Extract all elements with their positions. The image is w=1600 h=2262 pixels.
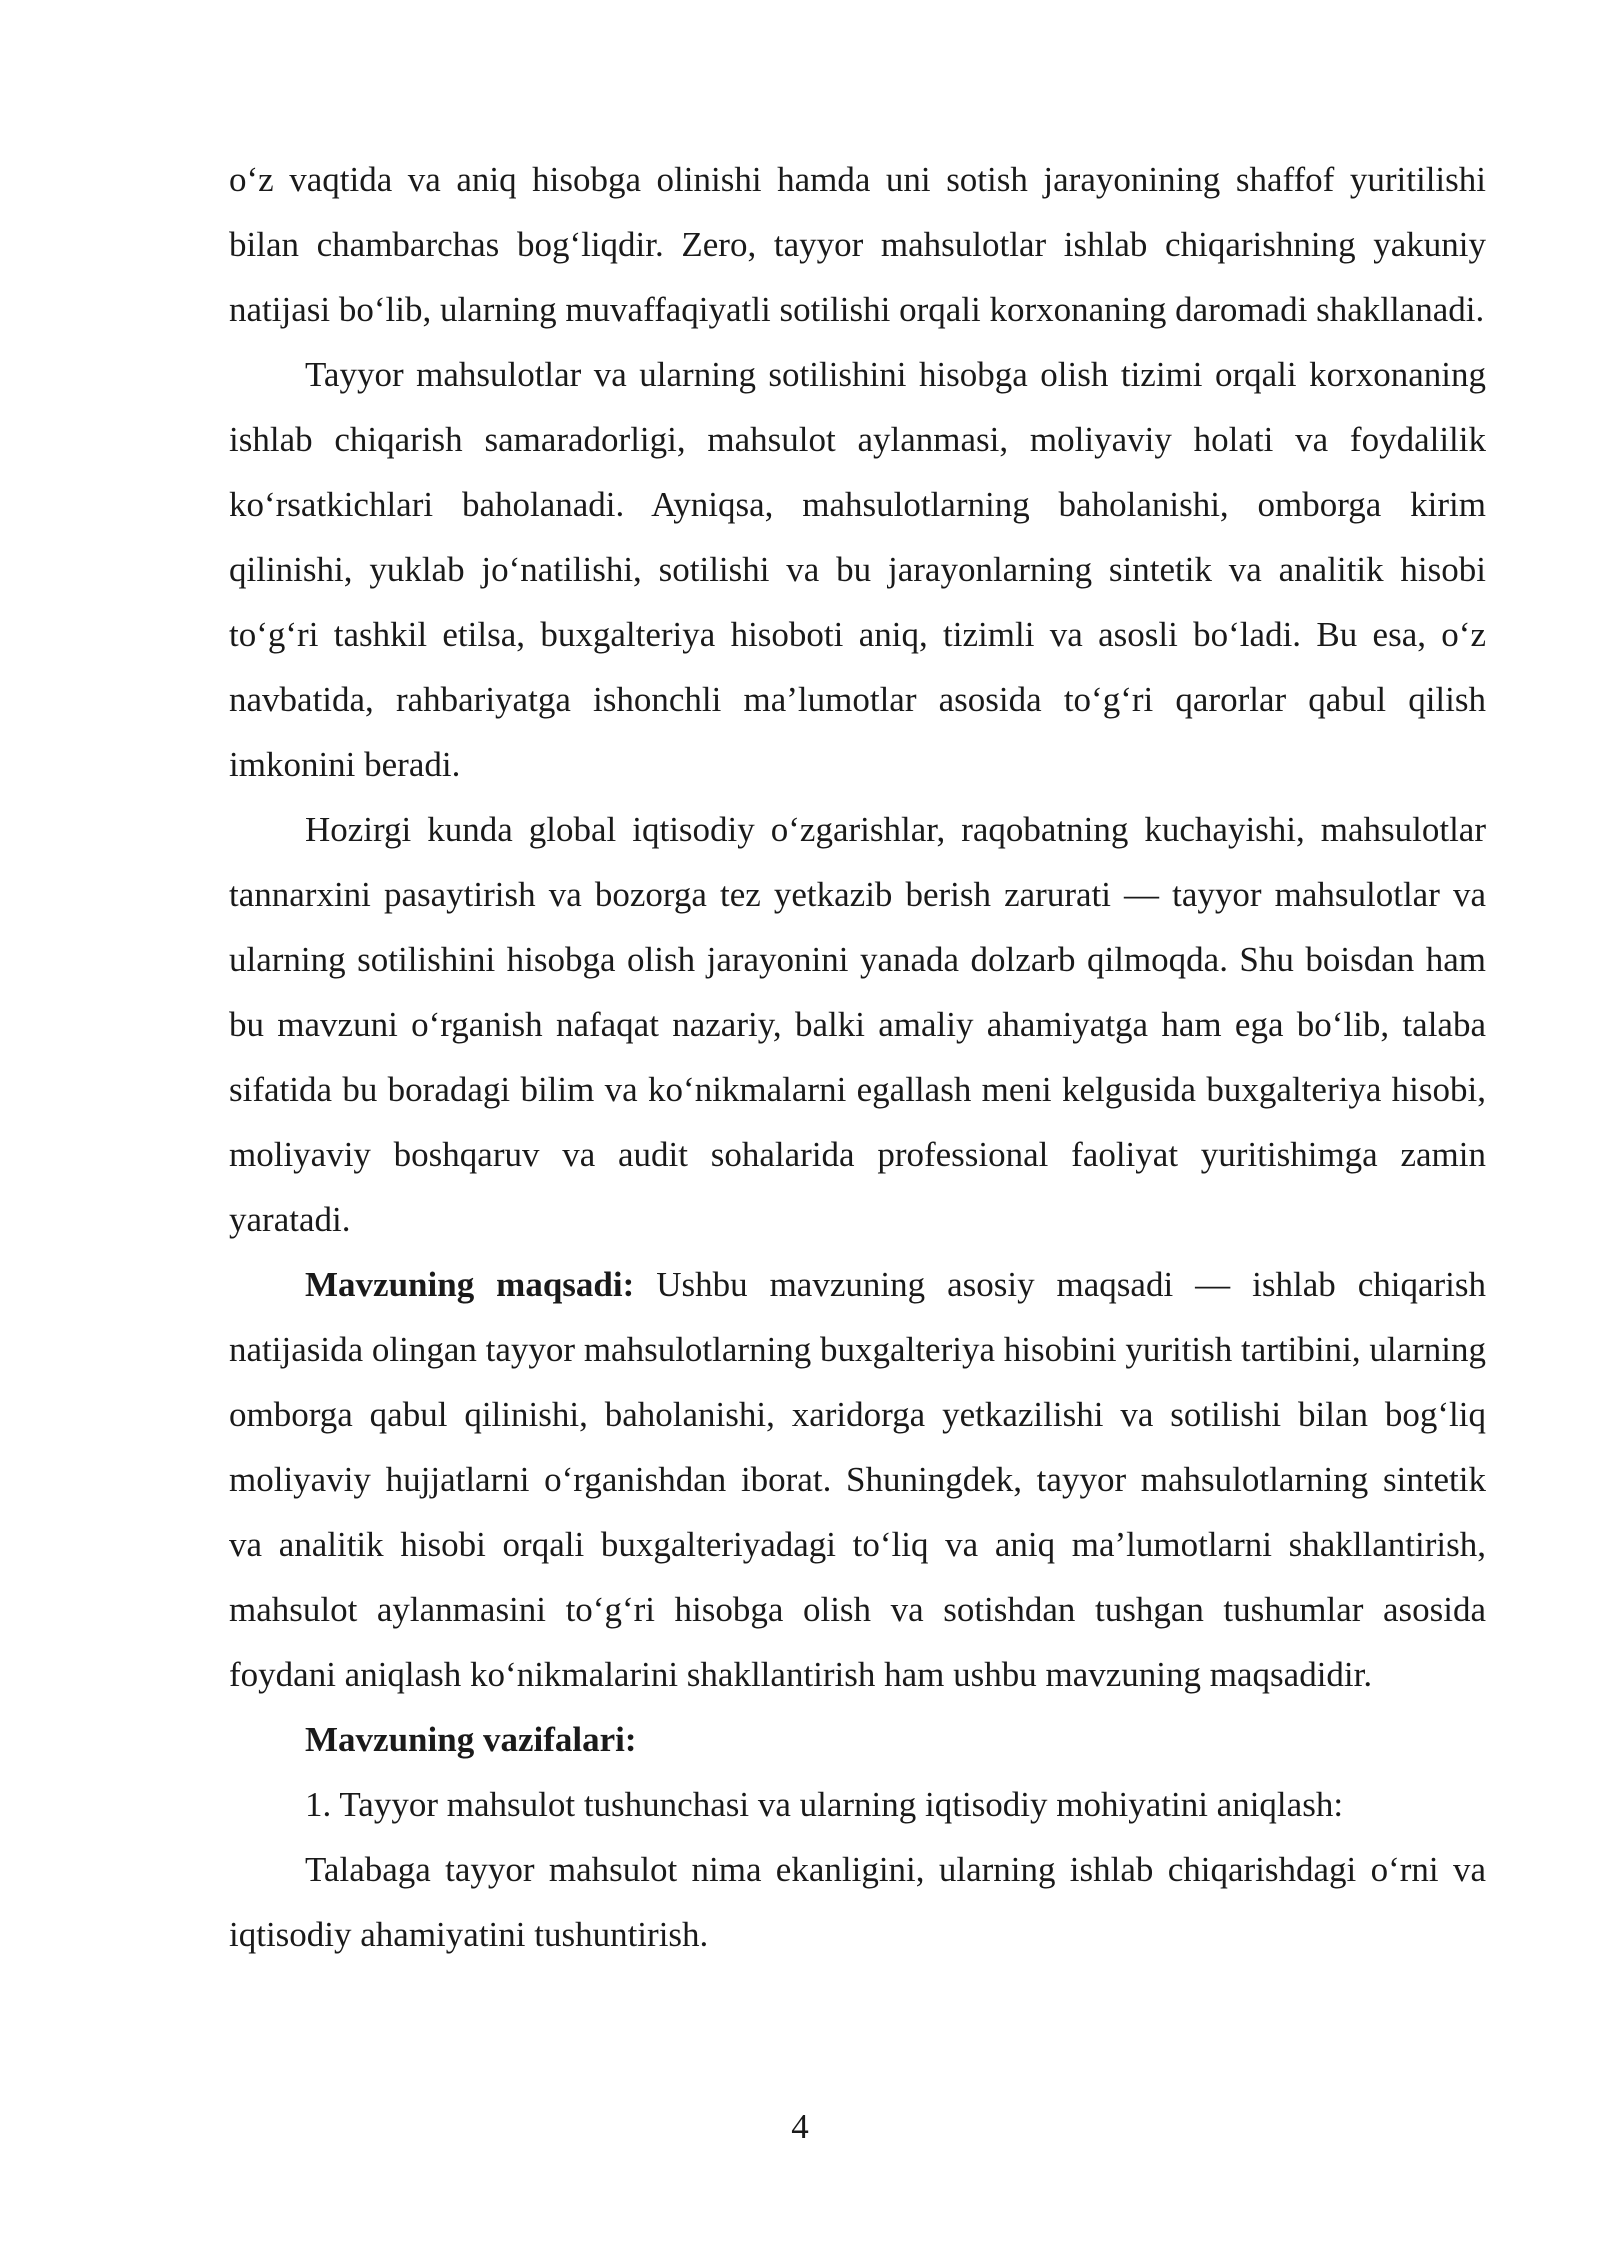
tasks-heading: Mavzuning vazifalari: — [305, 1720, 637, 1759]
paragraph-continuation: o‘z vaqtida va aniq hisobga olinishi hamda uni sotish jarayonining shaffof yuritilishi bilan chambarchas bog‘liqdir. Zero, tayyor mahsulotlar ishlab chiqarishning yakuniy natijasi bo‘lib, ularning muvaffaqiyatli sotilishi orqali korxonaning daromadi shakllanadi. — [229, 160, 1486, 329]
goal-label: Mavzuning maqsadi: — [305, 1265, 635, 1304]
goal-text: Ushbu mavzuning asosiy maqsadi — ishlab chiqarish natijasida olingan tayyor mahsulotlarning buxgalteriya hisobini yuritish tartibini, ularning omborga qabul qilinishi, baholanishi, xaridorga yetkazilishi va sotilishi bilan bog‘liq moliyaviy hujjatlarni o‘rganishdan iborat. Shuningdek, tayyor mahsulotlarning sintetik va analitik hisobi orqali buxgalteriyadagi to‘liq va aniq ma’lumotlarni shakllantirish, mahsulot aylanmasini to‘g‘ri hisobga olish va sotishdan tushgan tushumlar asosida foydani aniqlash ko‘nikmalarini shakllantirish ham ushbu mavzuning maqsadidir. — [229, 1265, 1486, 1694]
paragraph-accounting-system: Tayyor mahsulotlar va ularning sotilishini hisobga olish tizimi orqali korxonaning ishlab chiqarish samaradorligi, mahsulot aylanmasi, moliyaviy holati va foydalilik ko‘rsatkichlari baholanadi. Ayniqsa, mahsulotlarning baholanishi, omborga kirim qilinishi, yuklab jo‘natilishi, sotilishi va bu jarayonlarning sintetik va analitik hisobi to‘g‘ri tashkil etilsa, buxgalteriya hisoboti aniq, tizimli va asosli bo‘ladi. Bu esa, o‘z navbatida, rahbariyatga ishonchli ma’lumotlar asosida to‘g‘ri qarorlar qabul qilish imkonini beradi. — [229, 355, 1486, 784]
page-number: 4 — [791, 2107, 809, 2146]
document-page — [229, 147, 1486, 1967]
paragraph-relevance: Hozirgi kunda global iqtisodiy o‘zgarishlar, raqobatning kuchayishi, mahsulotlar tannarxini pasaytirish va bozorga tez yetkazib berish zarurati — tayyor mahsulotlar va ularning sotilishini hisobga olish jarayonini yanada dolzarb qilmoqda. Shu boisdan ham bu mavzuni o‘rganish nafaqat nazariy, balki amaliy ahamiyatga ham ega bo‘lib, talaba sifatida bu boradagi bilim va ko‘nikmalarni egallash meni kelgusida buxgalteriya hisobi, moliyaviy boshqaruv va audit sohalarida professional faoliyat yuritishimga zamin yaratadi. — [229, 810, 1486, 1239]
task-1-title: 1. Tayyor mahsulot tushunchasi va ularning iqtisodiy mohiyatini aniqlash: — [305, 1785, 1344, 1824]
paragraph-goal — [229, 1252, 1486, 1707]
task-1-description: Talabaga tayyor mahsulot nima ekanligini, ularning ishlab chiqarishdagi o‘rni va iqtisodiy ahamiyatini tushuntirish. — [229, 1850, 1486, 1954]
